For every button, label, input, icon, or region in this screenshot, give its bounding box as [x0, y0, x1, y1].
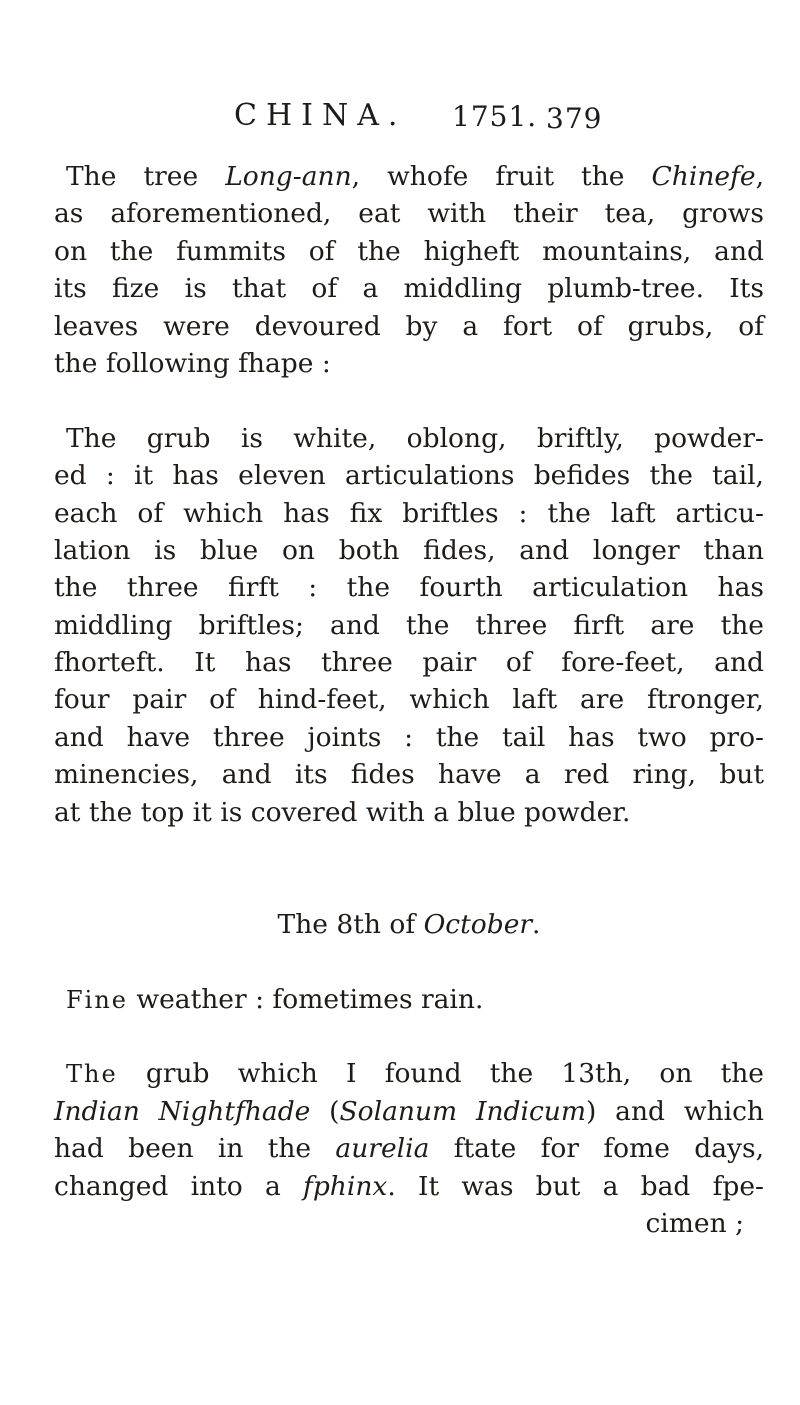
text-line: The grub is white, oblong, briftly, powder-: [66, 422, 764, 454]
running-header: [234, 98, 603, 138]
italic-term: fphinx: [303, 1170, 388, 1202]
text-line: lation is blue on both fides, and longer than: [54, 534, 764, 566]
spacer: [54, 868, 764, 905]
running-year: 1751.: [452, 100, 538, 133]
small-caps-lead: Fine: [66, 985, 128, 1014]
text-span: had been in the: [54, 1133, 336, 1165]
text-line: [54, 1168, 764, 1205]
text-line: on the fummits of the higheft mountains, and: [54, 235, 764, 267]
text-line: ed : it has eleven articulations befides the tail,: [54, 460, 764, 492]
text-line: and have three joints : the tail has two pro-: [54, 721, 764, 753]
weather-note: [54, 981, 764, 1018]
text-span: weather : fometimes rain.: [128, 983, 484, 1015]
text-line: [54, 1130, 764, 1167]
text-line: [54, 158, 764, 195]
italic-term: Indian Nightfhade: [54, 1095, 311, 1127]
text-span: The tree: [66, 161, 226, 192]
small-caps-lead: The: [66, 1060, 118, 1089]
text-line: the three firft : the fourth articulation has: [54, 572, 764, 604]
text-line: [54, 1055, 764, 1092]
text-span: changed into a: [54, 1170, 304, 1202]
text-span: . It was but a bad fpe-: [387, 1170, 764, 1202]
text-line: [54, 1093, 764, 1130]
text-line: its fize is that of a middling plumb-tree. Its: [54, 273, 764, 305]
italic-term: Long-ann: [225, 161, 352, 192]
text-line: four pair of hind-feet, which laft are ftronger,: [54, 684, 764, 716]
text-line: cimen ;: [645, 1207, 744, 1239]
spacer: [54, 943, 764, 980]
text-line: middling briftles; and the three firft are the: [54, 609, 764, 641]
text-span: .: [532, 908, 541, 940]
date-heading: [54, 906, 764, 943]
page-body: [54, 158, 764, 1242]
text-span: grub which I found the 13th, on the: [117, 1058, 764, 1090]
text-line: at the top it is covered with a blue powder.: [54, 796, 631, 828]
spacer: [54, 831, 764, 868]
page-number: 379: [546, 102, 603, 135]
paragraph-sphinx: [54, 1055, 764, 1242]
running-title: CHINA.: [234, 98, 407, 133]
text-line: leaves were devoured by a fort of grubs, of: [54, 310, 764, 342]
text-span: (: [310, 1095, 340, 1127]
paragraph-grub-description: [54, 420, 764, 831]
text-line: minencies, and its fides have a red ring, but: [54, 759, 764, 791]
paragraph-long-ann: [54, 158, 764, 382]
text-span: ) and which: [586, 1095, 764, 1127]
italic-term: Chinefe: [651, 161, 756, 192]
text-line: fhorteft. It has three pair of fore-feet, and: [54, 647, 764, 679]
text-span: The 8th of: [277, 908, 424, 940]
text-span: ,: [755, 161, 764, 192]
text-line: each of which has fix briftles : the laft articu-: [54, 497, 764, 529]
spacer: [54, 1018, 764, 1055]
text-line: as aforementioned, eat with their tea, grows: [54, 198, 764, 230]
italic-term: aurelia: [335, 1133, 430, 1165]
text-line: the following fhape :: [54, 347, 331, 379]
italic-term: Solanum Indicum: [339, 1095, 587, 1127]
spacer: [54, 382, 764, 419]
italic-term: October: [423, 908, 533, 940]
text-span: ftate for fome days,: [429, 1133, 764, 1165]
text-span: , whofe fruit the: [351, 161, 652, 192]
